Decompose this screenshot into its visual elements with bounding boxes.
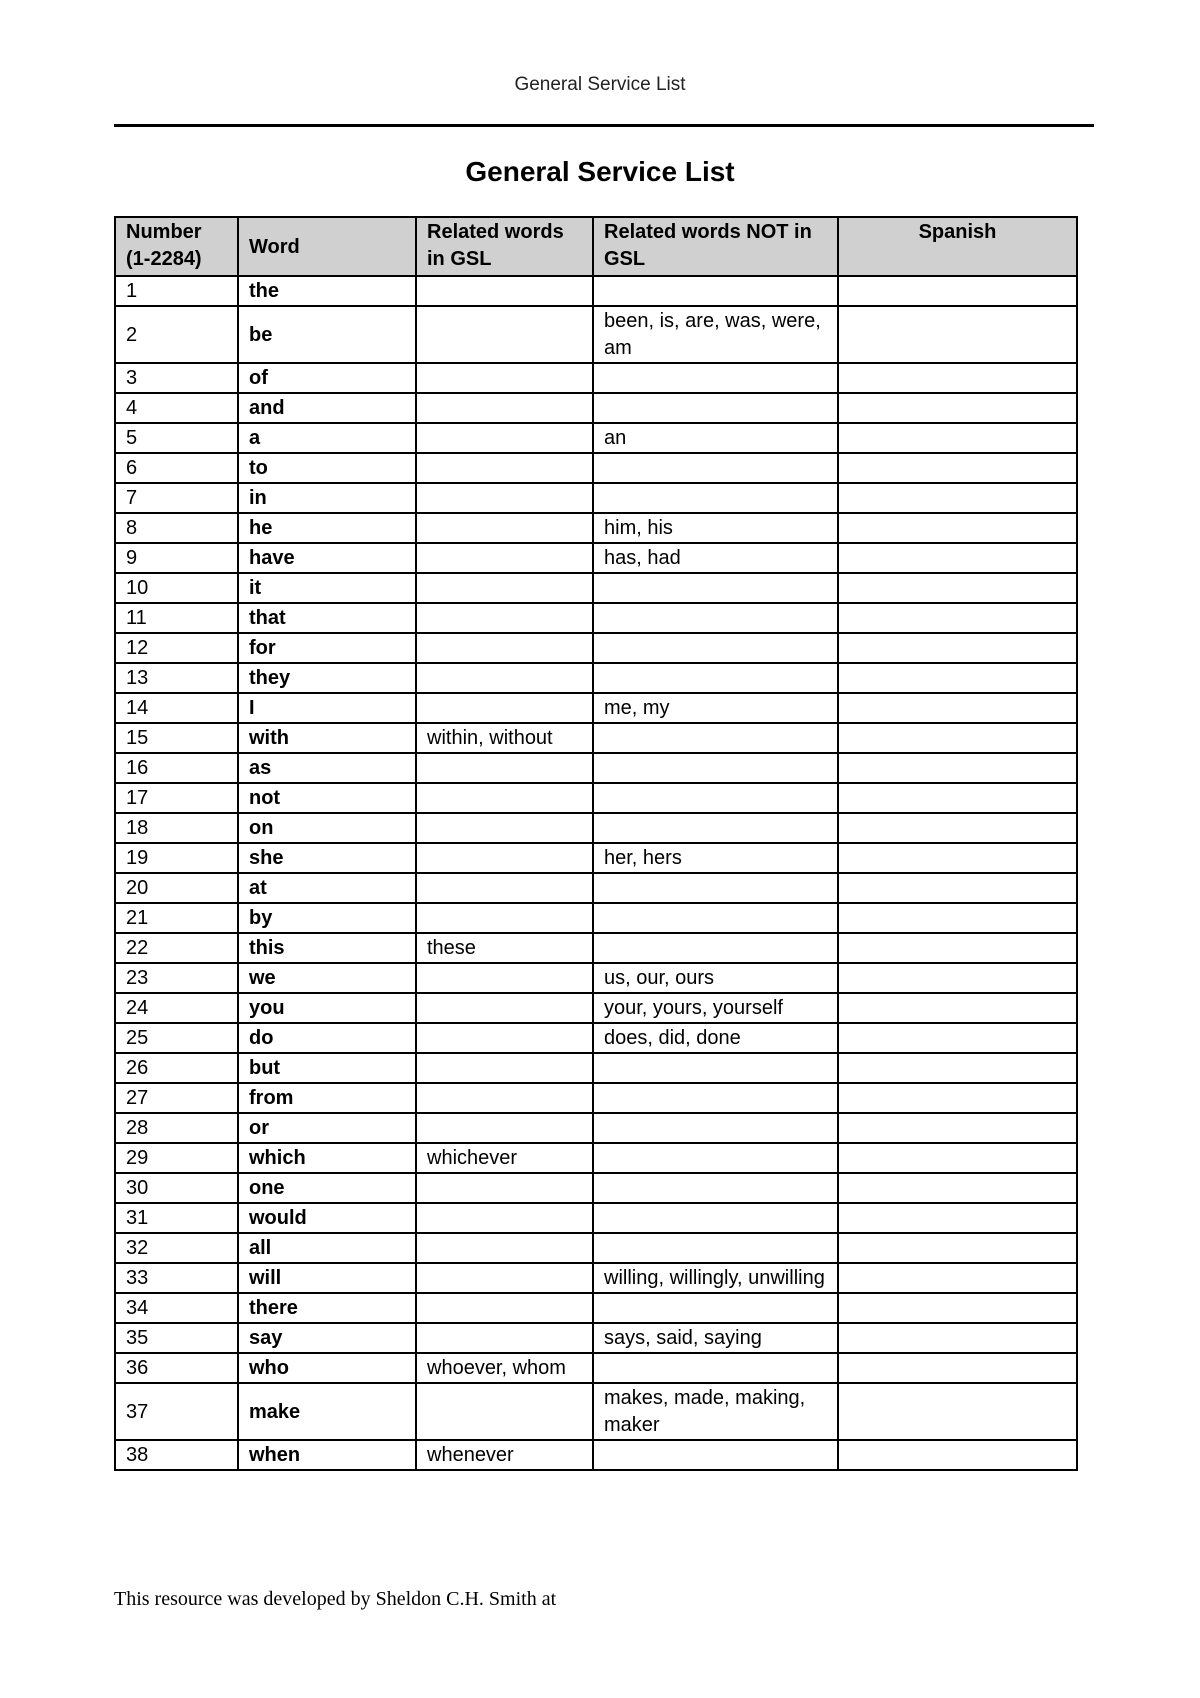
cell-word: who [238,1353,416,1383]
cell-spanish [838,663,1077,693]
cell-related-not-gsl [593,393,838,423]
cell-related-gsl [416,903,593,933]
cell-word: as [238,753,416,783]
cell-related-not-gsl: him, his [593,513,838,543]
cell-spanish [838,1023,1077,1053]
cell-related-not-gsl [593,453,838,483]
header-rule [114,124,1094,127]
cell-spanish [838,363,1077,393]
cell-word: make [238,1383,416,1440]
cell-related-gsl [416,663,593,693]
cell-word: with [238,723,416,753]
cell-related-gsl [416,1023,593,1053]
cell-related-gsl [416,1323,593,1353]
cell-spanish [838,873,1077,903]
table-row [115,393,1077,423]
cell-word: she [238,843,416,873]
cell-related-not-gsl [593,933,838,963]
table-row [115,453,1077,483]
cell-related-not-gsl [593,723,838,753]
cell-number: 16 [115,753,238,783]
table-row [115,1293,1077,1323]
cell-related-gsl [416,483,593,513]
cell-spanish [838,1083,1077,1113]
cell-word: he [238,513,416,543]
header-related-gsl: Related words in GSL [416,217,593,276]
table-row [115,1023,1077,1053]
cell-related-not-gsl [593,783,838,813]
cell-number: 29 [115,1143,238,1173]
cell-spanish [838,543,1077,573]
table-row [115,1233,1077,1263]
table-row [115,1263,1077,1293]
cell-number: 26 [115,1053,238,1083]
table-row [115,1113,1077,1143]
cell-word: all [238,1233,416,1263]
cell-word: there [238,1293,416,1323]
cell-related-not-gsl: us, our, ours [593,963,838,993]
cell-word: say [238,1323,416,1353]
cell-word: I [238,693,416,723]
cell-related-not-gsl: has, had [593,543,838,573]
cell-related-not-gsl [593,1143,838,1173]
cell-related-gsl [416,1233,593,1263]
table-row [115,1203,1077,1233]
cell-spanish [838,1440,1077,1470]
cell-related-gsl [416,633,593,663]
cell-word: that [238,603,416,633]
table-row [115,423,1077,453]
cell-number: 5 [115,423,238,453]
cell-spanish [838,1263,1077,1293]
header-related-not-gsl: Related words NOT in GSL [593,217,838,276]
cell-number: 21 [115,903,238,933]
cell-related-not-gsl: your, yours, yourself [593,993,838,1023]
cell-related-not-gsl: says, said, saying [593,1323,838,1353]
cell-spanish [838,573,1077,603]
cell-number: 25 [115,1023,238,1053]
cell-number: 31 [115,1203,238,1233]
cell-spanish [838,513,1077,543]
cell-word: will [238,1263,416,1293]
cell-word: we [238,963,416,993]
cell-spanish [838,843,1077,873]
cell-related-not-gsl [593,1173,838,1203]
cell-word: but [238,1053,416,1083]
table-row [115,1053,1077,1083]
table-row [115,1353,1077,1383]
cell-number: 22 [115,933,238,963]
cell-number: 6 [115,453,238,483]
cell-related-not-gsl [593,873,838,903]
cell-related-gsl: whoever, whom [416,1353,593,1383]
cell-number: 36 [115,1353,238,1383]
cell-word: from [238,1083,416,1113]
cell-number: 11 [115,603,238,633]
cell-related-gsl [416,573,593,603]
cell-word: on [238,813,416,843]
table-row [115,1083,1077,1113]
table-row [115,1440,1077,1470]
cell-number: 15 [115,723,238,753]
cell-number: 7 [115,483,238,513]
table-row [115,633,1077,663]
cell-word: you [238,993,416,1023]
cell-word: or [238,1113,416,1143]
table-row [115,543,1077,573]
cell-word: and [238,393,416,423]
cell-related-gsl [416,1293,593,1323]
table-row [115,813,1077,843]
gsl-table [114,216,1078,1471]
cell-related-not-gsl [593,276,838,306]
cell-number: 8 [115,513,238,543]
table-row [115,963,1077,993]
table-row [115,753,1077,783]
cell-word: to [238,453,416,483]
page-title: General Service List [465,156,735,187]
cell-spanish [838,306,1077,363]
table-row [115,1173,1077,1203]
cell-spanish [838,276,1077,306]
cell-word: the [238,276,416,306]
header-spanish: Spanish [838,217,1077,276]
cell-related-gsl [416,453,593,483]
cell-related-gsl [416,1053,593,1083]
cell-related-not-gsl [593,603,838,633]
cell-number: 4 [115,393,238,423]
cell-spanish [838,783,1077,813]
cell-related-not-gsl: been, is, are, was, were, am [593,306,838,363]
table-row [115,723,1077,753]
cell-spanish [838,1113,1077,1143]
cell-related-gsl [416,393,593,423]
cell-spanish [838,693,1077,723]
cell-number: 28 [115,1113,238,1143]
cell-related-gsl [416,843,593,873]
cell-spanish [838,1353,1077,1383]
cell-spanish [838,933,1077,963]
cell-related-not-gsl: her, hers [593,843,838,873]
cell-spanish [838,1203,1077,1233]
cell-related-not-gsl [593,1053,838,1083]
cell-number: 9 [115,543,238,573]
cell-related-gsl: these [416,933,593,963]
cell-spanish [838,1233,1077,1263]
header-number: Number (1-2284) [115,217,238,276]
cell-related-not-gsl [593,1113,838,1143]
cell-related-gsl [416,753,593,783]
cell-number: 2 [115,306,238,363]
table-row [115,663,1077,693]
cell-number: 30 [115,1173,238,1203]
cell-word: by [238,903,416,933]
cell-word: do [238,1023,416,1053]
table-row [115,903,1077,933]
cell-related-gsl [416,813,593,843]
table-row [115,603,1077,633]
cell-number: 13 [115,663,238,693]
cell-spanish [838,1323,1077,1353]
cell-related-gsl [416,1173,593,1203]
cell-number: 23 [115,963,238,993]
table-row [115,276,1077,306]
cell-spanish [838,813,1077,843]
cell-related-not-gsl: an [593,423,838,453]
cell-word: be [238,306,416,363]
cell-related-not-gsl: willing, willingly, unwilling [593,1263,838,1293]
cell-number: 1 [115,276,238,306]
cell-related-gsl [416,543,593,573]
cell-number: 12 [115,633,238,663]
cell-word: one [238,1173,416,1203]
cell-number: 3 [115,363,238,393]
cell-related-not-gsl [593,1083,838,1113]
cell-number: 18 [115,813,238,843]
cell-related-not-gsl [593,1203,838,1233]
table-row [115,513,1077,543]
running-header: General Service List [514,74,686,95]
cell-spanish [838,603,1077,633]
cell-related-not-gsl [593,903,838,933]
cell-related-not-gsl [593,633,838,663]
cell-word: at [238,873,416,903]
cell-related-gsl [416,873,593,903]
cell-related-gsl [416,306,593,363]
cell-spanish [838,453,1077,483]
table-row [115,783,1077,813]
table-row [115,843,1077,873]
cell-spanish [838,1383,1077,1440]
cell-number: 20 [115,873,238,903]
cell-spanish [838,1053,1077,1083]
cell-related-gsl [416,963,593,993]
cell-word: a [238,423,416,453]
cell-spanish [838,993,1077,1023]
cell-spanish [838,753,1077,783]
table-row [115,306,1077,363]
cell-related-gsl [416,603,593,633]
table-row [115,363,1077,393]
cell-number: 37 [115,1383,238,1440]
cell-number: 27 [115,1083,238,1113]
cell-number: 32 [115,1233,238,1263]
cell-related-gsl [416,993,593,1023]
cell-related-gsl: whenever [416,1440,593,1470]
cell-related-not-gsl [593,573,838,603]
table-row [115,693,1077,723]
cell-related-not-gsl [593,813,838,843]
cell-related-not-gsl [593,753,838,783]
cell-related-not-gsl: does, did, done [593,1023,838,1053]
cell-related-gsl [416,1113,593,1143]
table-body [115,276,1077,1470]
table-row [115,933,1077,963]
cell-related-gsl [416,693,593,723]
cell-word: it [238,573,416,603]
cell-related-not-gsl [593,1353,838,1383]
cell-related-not-gsl: me, my [593,693,838,723]
cell-spanish [838,423,1077,453]
cell-word: in [238,483,416,513]
table-row [115,1383,1077,1440]
cell-spanish [838,483,1077,513]
table-row [115,993,1077,1023]
table-row [115,573,1077,603]
cell-spanish [838,963,1077,993]
footer-note: This resource was developed by Sheldon C.H. Smith at [114,1588,557,1610]
table-row [115,1323,1077,1353]
cell-word: when [238,1440,416,1470]
cell-related-gsl [416,1263,593,1293]
cell-spanish [838,633,1077,663]
cell-related-gsl [416,363,593,393]
cell-number: 14 [115,693,238,723]
cell-related-gsl [416,1083,593,1113]
table-row [115,483,1077,513]
cell-related-gsl [416,1203,593,1233]
cell-related-not-gsl [593,1233,838,1263]
cell-related-gsl [416,423,593,453]
cell-word: not [238,783,416,813]
table-row [115,1143,1077,1173]
cell-number: 24 [115,993,238,1023]
cell-word: would [238,1203,416,1233]
cell-related-not-gsl [593,663,838,693]
cell-number: 33 [115,1263,238,1293]
cell-related-gsl [416,276,593,306]
cell-related-gsl [416,783,593,813]
cell-related-not-gsl: makes, made, making, maker [593,1383,838,1440]
cell-word: have [238,543,416,573]
cell-related-gsl: whichever [416,1143,593,1173]
cell-related-gsl [416,513,593,543]
header-word: Word [238,217,416,276]
cell-number: 34 [115,1293,238,1323]
cell-number: 19 [115,843,238,873]
cell-related-not-gsl [593,363,838,393]
cell-related-not-gsl [593,483,838,513]
cell-word: of [238,363,416,393]
cell-word: this [238,933,416,963]
cell-spanish [838,723,1077,753]
cell-number: 38 [115,1440,238,1470]
cell-word: they [238,663,416,693]
cell-number: 17 [115,783,238,813]
cell-word: for [238,633,416,663]
cell-word: which [238,1143,416,1173]
cell-related-gsl [416,1383,593,1440]
cell-related-not-gsl [593,1440,838,1470]
cell-number: 35 [115,1323,238,1353]
table-row [115,873,1077,903]
cell-related-not-gsl [593,1293,838,1323]
cell-spanish [838,1293,1077,1323]
table-header-row [115,217,1077,276]
cell-number: 10 [115,573,238,603]
cell-spanish [838,393,1077,423]
cell-spanish [838,1143,1077,1173]
cell-related-gsl: within, without [416,723,593,753]
cell-spanish [838,903,1077,933]
cell-spanish [838,1173,1077,1203]
